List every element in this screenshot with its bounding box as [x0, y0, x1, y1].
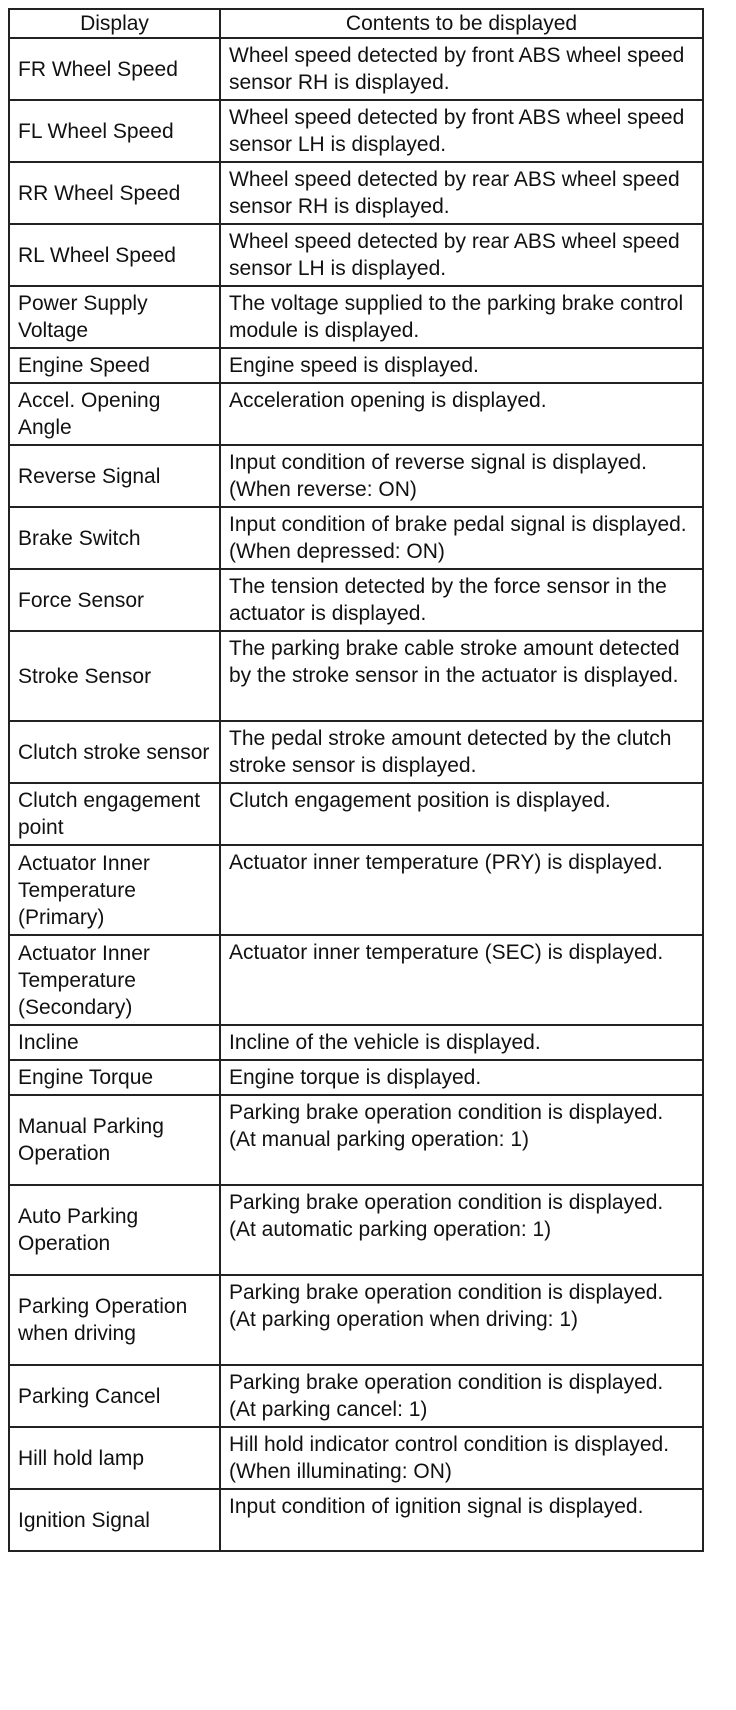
- contents-cell: The tension detected by the force sensor in the actuator is displayed.: [220, 569, 703, 631]
- display-cell: Stroke Sensor: [9, 631, 220, 721]
- display-cell: Clutch stroke sensor: [9, 721, 220, 783]
- contents-cell: Parking brake operation condition is displayed. (At manual parking operation: 1): [220, 1095, 703, 1185]
- display-items-table: [8, 8, 704, 1552]
- display-cell: Auto Parking Operation: [9, 1185, 220, 1275]
- table-row: [9, 1427, 703, 1489]
- table-row: [9, 1185, 703, 1275]
- table-row: [9, 721, 703, 783]
- table-row: [9, 445, 703, 507]
- table-row: [9, 935, 703, 1025]
- contents-cell: Engine torque is displayed.: [220, 1060, 703, 1095]
- table-row: [9, 100, 703, 162]
- table-row: [9, 783, 703, 845]
- table-row: [9, 1489, 703, 1551]
- contents-cell: Hill hold indicator control condition is displayed. (When illuminating: ON): [220, 1427, 703, 1489]
- display-cell: Reverse Signal: [9, 445, 220, 507]
- display-cell: Brake Switch: [9, 507, 220, 569]
- contents-cell: Parking brake operation condition is displayed. (At parking operation when driving: 1): [220, 1275, 703, 1365]
- table-row: [9, 631, 703, 721]
- table-row: [9, 845, 703, 935]
- contents-cell: Wheel speed detected by front ABS wheel speed sensor LH is displayed.: [220, 100, 703, 162]
- display-cell: RL Wheel Speed: [9, 224, 220, 286]
- display-cell: RR Wheel Speed: [9, 162, 220, 224]
- table-header-row: [9, 9, 703, 38]
- table-row: [9, 1025, 703, 1060]
- table-row: [9, 286, 703, 348]
- contents-cell: Wheel speed detected by front ABS wheel speed sensor RH is displayed.: [220, 38, 703, 100]
- contents-cell: Wheel speed detected by rear ABS wheel speed sensor RH is displayed.: [220, 162, 703, 224]
- table-row: [9, 1060, 703, 1095]
- display-cell: Parking Cancel: [9, 1365, 220, 1427]
- table-row: [9, 224, 703, 286]
- table-row: [9, 507, 703, 569]
- contents-cell: Acceleration opening is displayed.: [220, 383, 703, 445]
- display-cell: Accel. Opening Angle: [9, 383, 220, 445]
- display-cell: Force Sensor: [9, 569, 220, 631]
- contents-cell: The voltage supplied to the parking brake control module is displayed.: [220, 286, 703, 348]
- contents-cell: Engine speed is displayed.: [220, 348, 703, 383]
- display-cell: Engine Speed: [9, 348, 220, 383]
- display-cell: Actuator Inner Temperature (Primary): [9, 845, 220, 935]
- document-page: [8, 8, 704, 1552]
- contents-cell: Input condition of reverse signal is displayed. (When reverse: ON): [220, 445, 703, 507]
- table-row: [9, 162, 703, 224]
- display-cell: FR Wheel Speed: [9, 38, 220, 100]
- display-cell: Hill hold lamp: [9, 1427, 220, 1489]
- table-row: [9, 1095, 703, 1185]
- table-row: [9, 1275, 703, 1365]
- table-row: [9, 569, 703, 631]
- table-row: [9, 1365, 703, 1427]
- contents-cell: The parking brake cable stroke amount detected by the stroke sensor in the actuator is displayed.: [220, 631, 703, 721]
- contents-cell: Parking brake operation condition is displayed. (At automatic parking operation: 1): [220, 1185, 703, 1275]
- contents-cell: The pedal stroke amount detected by the clutch stroke sensor is displayed.: [220, 721, 703, 783]
- table-row: [9, 348, 703, 383]
- contents-cell: Input condition of ignition signal is displayed.: [220, 1489, 703, 1551]
- contents-cell: Actuator inner temperature (PRY) is displayed.: [220, 845, 703, 935]
- display-cell: Engine Torque: [9, 1060, 220, 1095]
- contents-cell: Wheel speed detected by rear ABS wheel speed sensor LH is displayed.: [220, 224, 703, 286]
- contents-cell: Incline of the vehicle is displayed.: [220, 1025, 703, 1060]
- display-cell: Incline: [9, 1025, 220, 1060]
- contents-cell: Clutch engagement position is displayed.: [220, 783, 703, 845]
- contents-cell: Actuator inner temperature (SEC) is displayed.: [220, 935, 703, 1025]
- display-cell: Clutch engagement point: [9, 783, 220, 845]
- display-cell: Parking Operation when driving: [9, 1275, 220, 1365]
- display-cell: Manual Parking Operation: [9, 1095, 220, 1185]
- display-cell: Power Supply Voltage: [9, 286, 220, 348]
- table-row: [9, 38, 703, 100]
- contents-cell: Input condition of brake pedal signal is displayed. (When depressed: ON): [220, 507, 703, 569]
- display-cell: Actuator Inner Temperature (Secondary): [9, 935, 220, 1025]
- contents-cell: Parking brake operation condition is displayed. (At parking cancel: 1): [220, 1365, 703, 1427]
- display-cell: FL Wheel Speed: [9, 100, 220, 162]
- table-row: [9, 383, 703, 445]
- header-display: Display: [9, 9, 220, 38]
- display-cell: Ignition Signal: [9, 1489, 220, 1551]
- header-contents: Contents to be displayed: [220, 9, 703, 38]
